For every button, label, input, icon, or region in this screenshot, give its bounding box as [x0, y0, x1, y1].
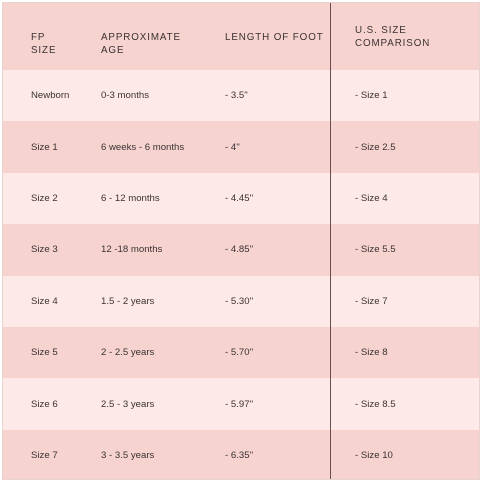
cell-age: 3 - 3.5 years — [73, 430, 207, 480]
cell-fp-size: Size 7 — [3, 430, 73, 480]
cell-us-size: - Size 4 — [330, 173, 479, 224]
cell-foot-length: - 4.45'' — [207, 173, 330, 224]
cell-foot-length: - 4'' — [207, 121, 330, 172]
cell-us-size: - Size 2.5 — [330, 121, 479, 172]
header-length-of-foot: LENGTH OF FOOT — [207, 3, 330, 70]
header-approximate-age: APPROXIMATE AGE — [73, 3, 207, 70]
cell-foot-length: - 4.85'' — [207, 224, 330, 275]
cell-fp-size: Newborn — [3, 70, 73, 121]
cell-age: 12 -18 months — [73, 224, 207, 275]
size-chart — [2, 2, 480, 480]
size-chart-table — [3, 3, 479, 480]
cell-foot-length: - 5.30'' — [207, 276, 330, 327]
cell-foot-length: - 6.35'' — [207, 430, 330, 480]
header-fp-size: FP SIZE — [3, 3, 73, 70]
cell-fp-size: Size 5 — [3, 327, 73, 378]
cell-us-size: - Size 7 — [330, 276, 479, 327]
cell-fp-size: Size 4 — [3, 276, 73, 327]
cell-us-size: - Size 1 — [330, 70, 479, 121]
cell-age: 2 - 2.5 years — [73, 327, 207, 378]
cell-age: 2.5 - 3 years — [73, 378, 207, 429]
cell-us-size: - Size 8.5 — [330, 378, 479, 429]
cell-fp-size: Size 2 — [3, 173, 73, 224]
cell-foot-length: - 5.97'' — [207, 378, 330, 429]
cell-age: 1.5 - 2 years — [73, 276, 207, 327]
cell-fp-size: Size 6 — [3, 378, 73, 429]
cell-fp-size: Size 3 — [3, 224, 73, 275]
cell-foot-length: - 3.5'' — [207, 70, 330, 121]
cell-us-size: - Size 5.5 — [330, 224, 479, 275]
cell-us-size: - Size 8 — [330, 327, 479, 378]
header-us-size-comparison: U.S. SIZE COMPARISON — [330, 3, 479, 70]
cell-us-size: - Size 10 — [330, 430, 479, 480]
cell-fp-size: Size 1 — [3, 121, 73, 172]
cell-age: 6 weeks - 6 months — [73, 121, 207, 172]
cell-foot-length: - 5.70'' — [207, 327, 330, 378]
cell-age: 0-3 months — [73, 70, 207, 121]
cell-age: 6 - 12 months — [73, 173, 207, 224]
